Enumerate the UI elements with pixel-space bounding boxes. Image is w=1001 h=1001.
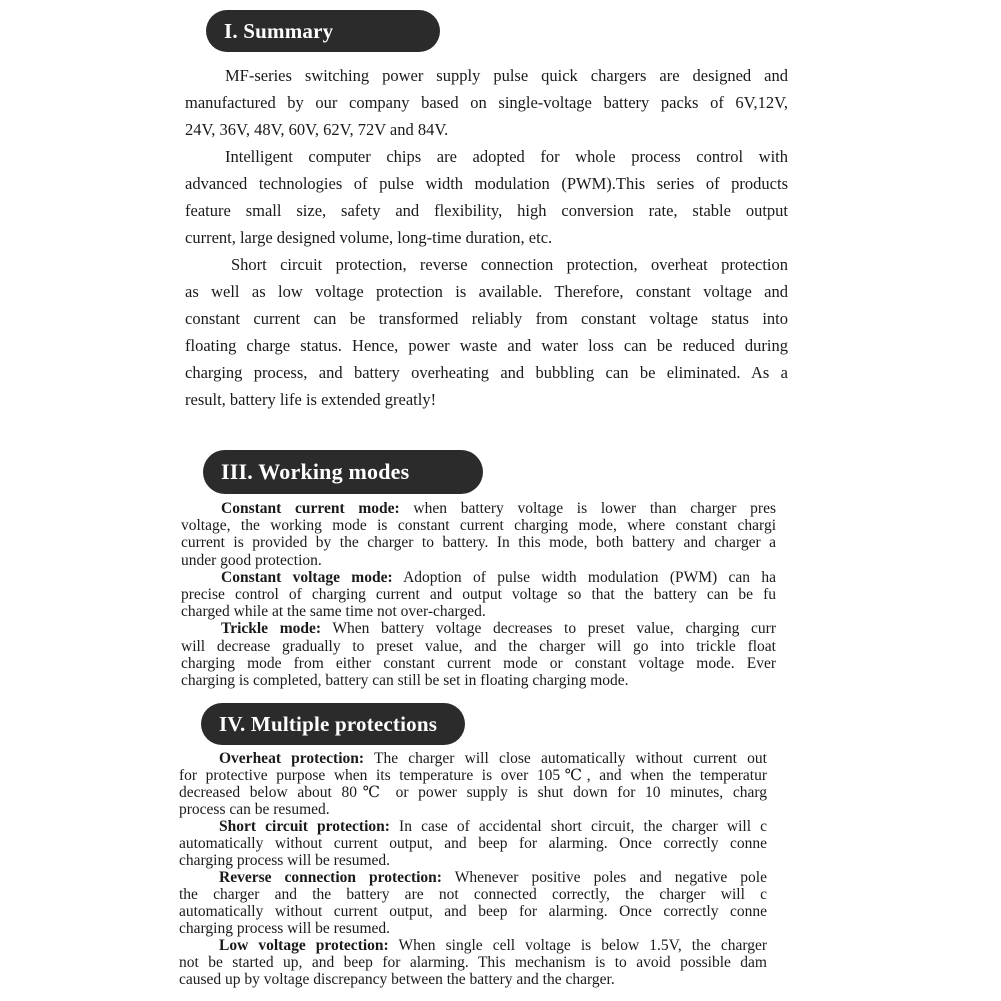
text-line: caused up by voltage discrepancy between the battery and the charger. (179, 971, 615, 988)
low-voltage-label: Low voltage protection: (219, 937, 389, 954)
overheat-text: The charger will close automatically without current out (373, 750, 767, 767)
text-line: precise control of charging current and output voltage so that the battery can be fu (181, 585, 776, 603)
text-line: voltage, the working mode is constant current charging mode, where constant chargi (181, 517, 776, 535)
text-line: the charger and the battery are not connected correctly, the charger will c (179, 886, 767, 903)
text-line: MF-series switching power supply pulse quick chargers are designed and (225, 66, 788, 85)
protections-heading: IV. Multiple protections (201, 703, 465, 745)
reverse-connection-text: Whenever positive poles and negative pole (454, 869, 767, 886)
summary-heading: I. Summary (206, 10, 440, 52)
text-line: charged while at the same time not over-charged. (181, 603, 486, 621)
overheat-first-line (179, 750, 767, 767)
constant-voltage-text: Adoption of pulse width modulation (PWM) can ha (403, 568, 776, 586)
text-line: manufactured by our company based on single-voltage battery packs of 6V,12V, (185, 93, 788, 112)
short-circuit-text: In case of accidental short circuit, the charger will c (399, 818, 767, 835)
text-line: floating charge status. Hence, power waste and water loss can be reduced during (185, 336, 788, 355)
constant-voltage-label: Constant voltage mode: (221, 568, 393, 586)
text-line: process can be resumed. (179, 801, 330, 818)
summary-body (185, 62, 788, 413)
text-line: current is provided by the charger to battery. In this mode, both battery and charger a (181, 534, 776, 552)
reverse-connection-first-line (179, 869, 767, 886)
text-line: automatically without current output, and beep for alarming. Once correctly conne (179, 903, 767, 920)
text-line: current, large designed volume, long-time duration, etc. (185, 228, 553, 247)
text-line: charging process, and battery overheating and bubbling can be eliminated. As a (185, 363, 788, 382)
short-circuit-label: Short circuit protection: (219, 818, 390, 835)
text-line: charging process will be resumed. (179, 920, 391, 937)
text-line: feature small size, safety and flexibility, high conversion rate, stable output (185, 201, 788, 220)
text-line: under good protection. (181, 551, 322, 569)
text-line: charging is completed, battery can still be set in floating charging mode. (181, 671, 629, 689)
text-line: 24V, 36V, 48V, 60V, 62V, 72V and 84V. (185, 120, 449, 139)
constant-voltage-first-line (181, 569, 776, 586)
text-line: as well as low voltage protection is available. Therefore, constant voltage and (185, 282, 788, 301)
text-line: Short circuit protection, reverse connection protection, overheat protection (231, 255, 788, 274)
reverse-connection-label: Reverse connection protection: (219, 869, 442, 886)
low-voltage-first-line (179, 937, 767, 954)
low-voltage-text: When single cell voltage is below 1.5V, the charger (398, 937, 767, 954)
protections-body (179, 750, 767, 988)
text-line: constant current can be transformed reliably from constant voltage status into (185, 309, 788, 328)
constant-current-text: when battery voltage is lower than charger pres (413, 500, 776, 517)
text-line: advanced technologies of pulse width modulation (PWM).This series of products (185, 174, 788, 193)
text-line: will decrease gradually to preset value, and the charger will go into trickle float (181, 637, 776, 655)
text-line: not be started up, and beep for alarming. This mechanism is to avoid possible dam (179, 954, 767, 971)
text-line: Intelligent computer chips are adopted for whole process control with (225, 147, 788, 166)
text-line: charging process will be resumed. (179, 852, 391, 869)
text-line: for protective purpose when its temperature is over 105℃, and when the temperatur (179, 767, 767, 784)
constant-current-first-line (181, 500, 776, 517)
text-line: automatically without current output, and beep for alarming. Once correctly conne (179, 835, 767, 852)
trickle-first-line (181, 620, 776, 637)
working-modes-body (181, 500, 776, 689)
constant-current-label: Constant current mode: (221, 500, 400, 517)
text-line: result, battery life is extended greatly! (185, 390, 437, 409)
overheat-label: Overheat protection: (219, 750, 365, 767)
trickle-label: Trickle mode: (221, 620, 322, 638)
working-modes-heading: III. Working modes (203, 450, 483, 494)
trickle-text: When battery voltage decreases to preset value, charging curr (332, 620, 776, 638)
short-circuit-first-line (179, 818, 767, 835)
text-line: decreased below about 80℃ or power supply is shut down for 10 minutes, charg (179, 784, 767, 801)
text-line: charging mode from either constant current mode or constant voltage mode. Ever (181, 654, 776, 672)
